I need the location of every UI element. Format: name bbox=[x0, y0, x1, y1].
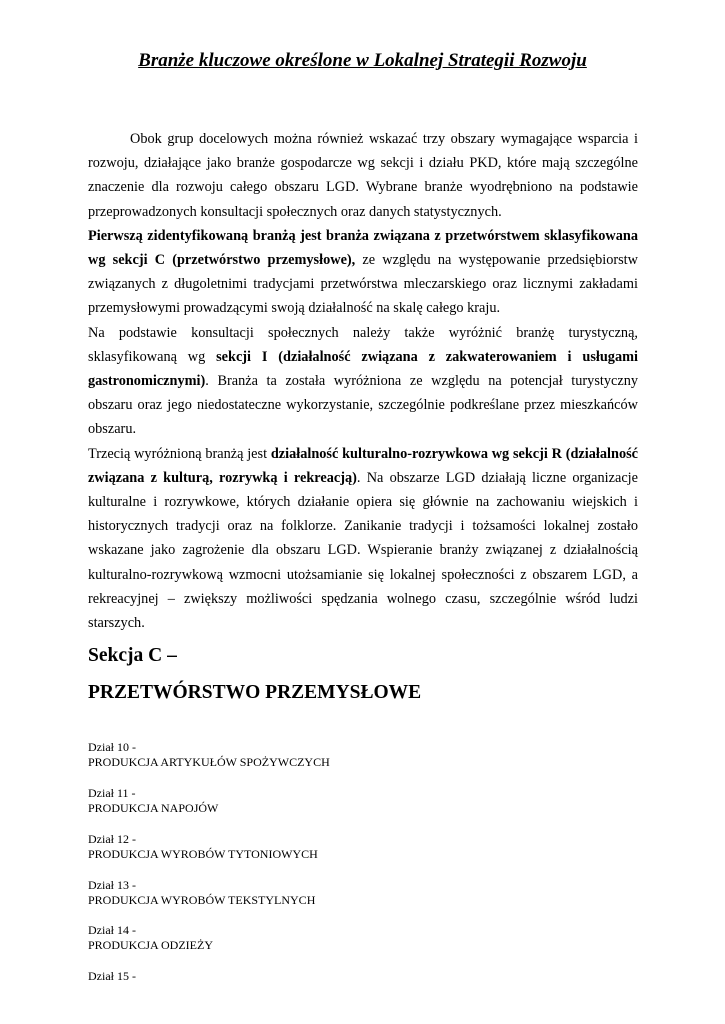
sector-i-highlight: sekcji I (działalność związana z zakwaterowaniem i usługami gastronomicznymi) bbox=[88, 348, 638, 390]
dzial-item bbox=[88, 923, 213, 952]
sector-r-lead: Trzecią wyróżnioną branżą jest bbox=[88, 445, 271, 462]
dzial-label: Dział 11 - bbox=[88, 786, 136, 800]
dzial-item bbox=[88, 878, 315, 907]
dzial-label: Dział 12 - bbox=[88, 832, 136, 846]
paragraph-sector-i bbox=[88, 321, 638, 442]
sector-c-text: ze względu na występowanie przedsiębiorstw związanych z długoletnimi tradycjami przetwórstwa mleczarskiego oraz licznymi zakładami przemysłowymi prowadzącymi swoją działalność na skalę całego kraju. bbox=[88, 252, 638, 317]
section-heading: Sekcja C – bbox=[88, 645, 177, 666]
sector-i-text: . Branża ta została wyróżniona ze względu na potencjał turystyczny obszaru oraz jego niedostateczne wykorzystanie, szczególnie podkreślane przez mieszkańców obszaru. bbox=[88, 373, 638, 438]
sector-c-highlight: Pierwszą zidentyfikowaną branżą jest branża związana z przetwórstwem sklasyfikowana wg sekcji C (przetwórstwo przemysłowe), bbox=[88, 227, 638, 269]
dzial-label: Dział 15 - bbox=[88, 969, 136, 983]
dzial-item bbox=[88, 786, 218, 815]
page-title: Branże kluczowe określone w Lokalnej Strategii Rozwoju bbox=[138, 50, 587, 71]
dzial-name: PRODUKCJA ODZIEŻY bbox=[88, 937, 214, 952]
dzial-name: PRODUKCJA NAPOJÓW bbox=[88, 800, 219, 815]
paragraph-intro: Obok grup docelowych można również wskazać trzy obszary wymagające wsparcia i rozwoju, działające jako branże gospodarcze wg sekcji i działu PKD, które mają szczególne znaczenie dla rozwoju całego obszaru LGD. Wybrane branże wyodrębniono na podstawie przeprowadzonych konsultacji społecznych oraz danych statystycznych. bbox=[88, 131, 638, 220]
dzial-name: PRODUKCJA WYROBÓW TYTONIOWYCH bbox=[88, 846, 318, 861]
dzial-name: PRODUKCJA ARTYKUŁÓW SPOŻYWCZYCH bbox=[88, 754, 330, 769]
paragraph-sector-c bbox=[88, 224, 638, 321]
paragraph-sector-r bbox=[88, 442, 638, 636]
body-text bbox=[88, 127, 638, 635]
sector-r-text: . Na obszarze LGD działają liczne organizacje kulturalne i rozrywkowe, których działanie opiera się głównie na zachowaniu wiejskich i historycznych tradycji oraz na folklorze. Zanikanie tradycji i tożsamości lokalnej zostało wskazane jako zagrożenie dla obszaru LGD. Wspieranie branży związanej z działalnością kulturalno-rozrywkową wzmocni utożsamianie się lokalnej społeczności z obszarem LGD, a rekreacyjnej – zwiększy możliwości spędzania wolnego czasu, szczególnie wśród ludzi starszych. bbox=[88, 469, 638, 632]
dzial-label: Dział 10 - bbox=[88, 740, 136, 754]
dzial-label: Dział 14 - bbox=[88, 923, 136, 937]
sector-r-highlight: działalność kulturalno-rozrywkowa wg sekcji R (działalność związana z kulturą, rozrywką i rekreacją) bbox=[88, 445, 639, 486]
dzial-label: Dział 13 - bbox=[88, 878, 136, 892]
dzial-item bbox=[88, 969, 136, 984]
section-subheading: PRZETWÓRSTWO PRZEMYSŁOWE bbox=[88, 682, 422, 703]
dzial-item bbox=[88, 740, 330, 769]
dzial-item bbox=[88, 832, 318, 861]
dzial-name: PRODUKCJA WYROBÓW TEKSTYLNYCH bbox=[88, 892, 316, 907]
sector-i-lead: Na podstawie konsultacji społecznych należy także wyróżnić branżę turystyczną, sklasyfikowaną wg bbox=[88, 324, 638, 365]
